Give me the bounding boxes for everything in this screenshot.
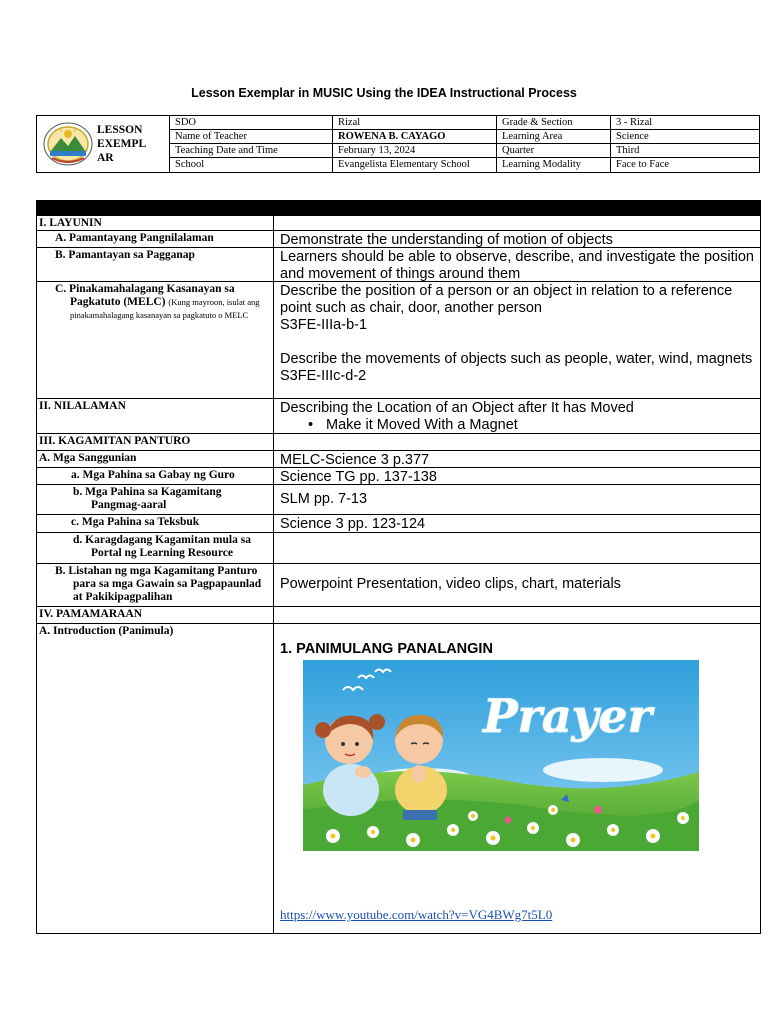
table-row — [37, 282, 760, 399]
header-cell: Learning Area — [497, 130, 611, 144]
table-row — [37, 248, 760, 282]
melc-label: C. Pinakamahalagang Kasanayan sa Pagkatuto (MELC) (Kung mayroon, isulat ang pinakamahalagang kasanayan sa pagkatuto o MELC — [37, 282, 274, 398]
header-grid — [170, 116, 759, 172]
table-row — [37, 533, 760, 564]
section-heading-pamamaraan: IV. PAMAMARAAN — [37, 607, 274, 623]
nilalaman-value: Describing the Location of an Object after It has Moved • Make it Moved With a Magnet — [280, 400, 634, 433]
document-title: Lesson Exemplar in MUSIC Using the IDEA Instructional Process — [191, 86, 577, 100]
row-label: b. Mga Pahina sa Kagamitang Pangmag-aaral — [37, 485, 274, 514]
intro-heading: 1. PANIMULANG PANALANGIN — [280, 641, 493, 657]
header-table — [36, 115, 760, 173]
section-heading-layunin: I. LAYUNIN — [37, 216, 274, 230]
row-value: Science 3 pp. 123-124 — [280, 516, 426, 532]
header-row — [170, 116, 759, 130]
table-row — [37, 216, 760, 231]
section-heading-kagamitan: III. KAGAMITAN PANTURO — [37, 434, 274, 450]
table-row — [37, 451, 760, 468]
header-cell: Science — [616, 131, 649, 142]
row-value: Science TG pp. 137-138 — [280, 469, 437, 485]
row-label: A. Pamantayang Pangnilalaman — [37, 231, 274, 247]
row-label: A. Mga Sanggunian — [37, 451, 274, 467]
row-label: a. Mga Pahina sa Gabay ng Guro — [37, 468, 274, 484]
lesson-exemplar-label: LESSON EXEMPL AR — [97, 124, 147, 164]
row-value: Learners should be able to observe, describe, and investigate the position and movement of things around them — [280, 249, 754, 282]
table-row — [37, 399, 760, 434]
header-row — [170, 158, 759, 172]
row-label: c. Mga Pahina sa Teksbuk — [37, 515, 274, 532]
deped-seal-icon — [43, 122, 93, 166]
header-row — [170, 130, 759, 144]
header-cell: School — [170, 158, 333, 172]
row-label: d. Karagdagang Kagamitan mula sa Portal ng Learning Resource — [37, 533, 274, 563]
row-label: B. Listahan ng mga Kagamitang Panturo para sa mga Gawain sa Pagpapaunlad at Pakikipagpalihan — [37, 564, 274, 606]
header-cell: SDO — [170, 116, 333, 130]
row-label: B. Pamantayan sa Pagganap — [37, 248, 274, 281]
table-row — [37, 434, 760, 451]
lesson-table — [36, 200, 761, 934]
row-value: Demonstrate the understanding of motion of objects — [280, 232, 613, 248]
row-value — [274, 533, 760, 563]
header-cell: Evangelista Elementary School — [333, 158, 497, 172]
table-row — [37, 231, 760, 248]
header-cell: February 13, 2024 — [333, 144, 497, 158]
header-cell: Grade & Section — [497, 116, 611, 130]
table-header-bar — [37, 201, 760, 216]
header-cell: Third — [616, 145, 640, 156]
row-value: SLM pp. 7-13 — [280, 491, 368, 507]
header-cell: Name of Teacher — [170, 130, 333, 144]
section-heading-nilalaman: II. NILALAMAN — [37, 399, 274, 433]
row-value: MELC-Science 3 p.377 — [280, 452, 430, 468]
video-link[interactable]: https://www.youtube.com/watch?v=VG4BWg7t5L0 — [280, 907, 553, 922]
header-row — [170, 144, 759, 158]
row-label: A. Introduction (Panimula) — [37, 624, 274, 933]
header-cell: Rizal — [333, 116, 497, 130]
table-row — [37, 515, 760, 533]
table-row — [37, 564, 760, 607]
logo-cell — [37, 116, 170, 172]
header-cell: Learning Modality — [497, 158, 611, 172]
header-cell: 3 - Rizal — [616, 117, 653, 128]
teacher-name: ROWENA B. CAYAGO — [333, 130, 497, 144]
prayer-word: Prayer — [483, 689, 652, 743]
melc-value: Describe the position of a person or an object in relation to a reference point such as chair, door, another person S3FE-IIIa-b-1 Describe the movements of objects such as people, water, wind, magnets S3FE-IIIc-d-2 — [280, 283, 753, 384]
prayer-illustration — [303, 660, 699, 851]
header-cell: Teaching Date and Time — [170, 144, 333, 158]
table-row — [37, 607, 760, 624]
header-cell: Face to Face — [616, 159, 670, 170]
header-cell: Quarter — [497, 144, 611, 158]
row-value: Powerpoint Presentation, video clips, chart, materials — [280, 576, 621, 592]
table-row — [37, 468, 760, 485]
table-row — [37, 485, 760, 515]
